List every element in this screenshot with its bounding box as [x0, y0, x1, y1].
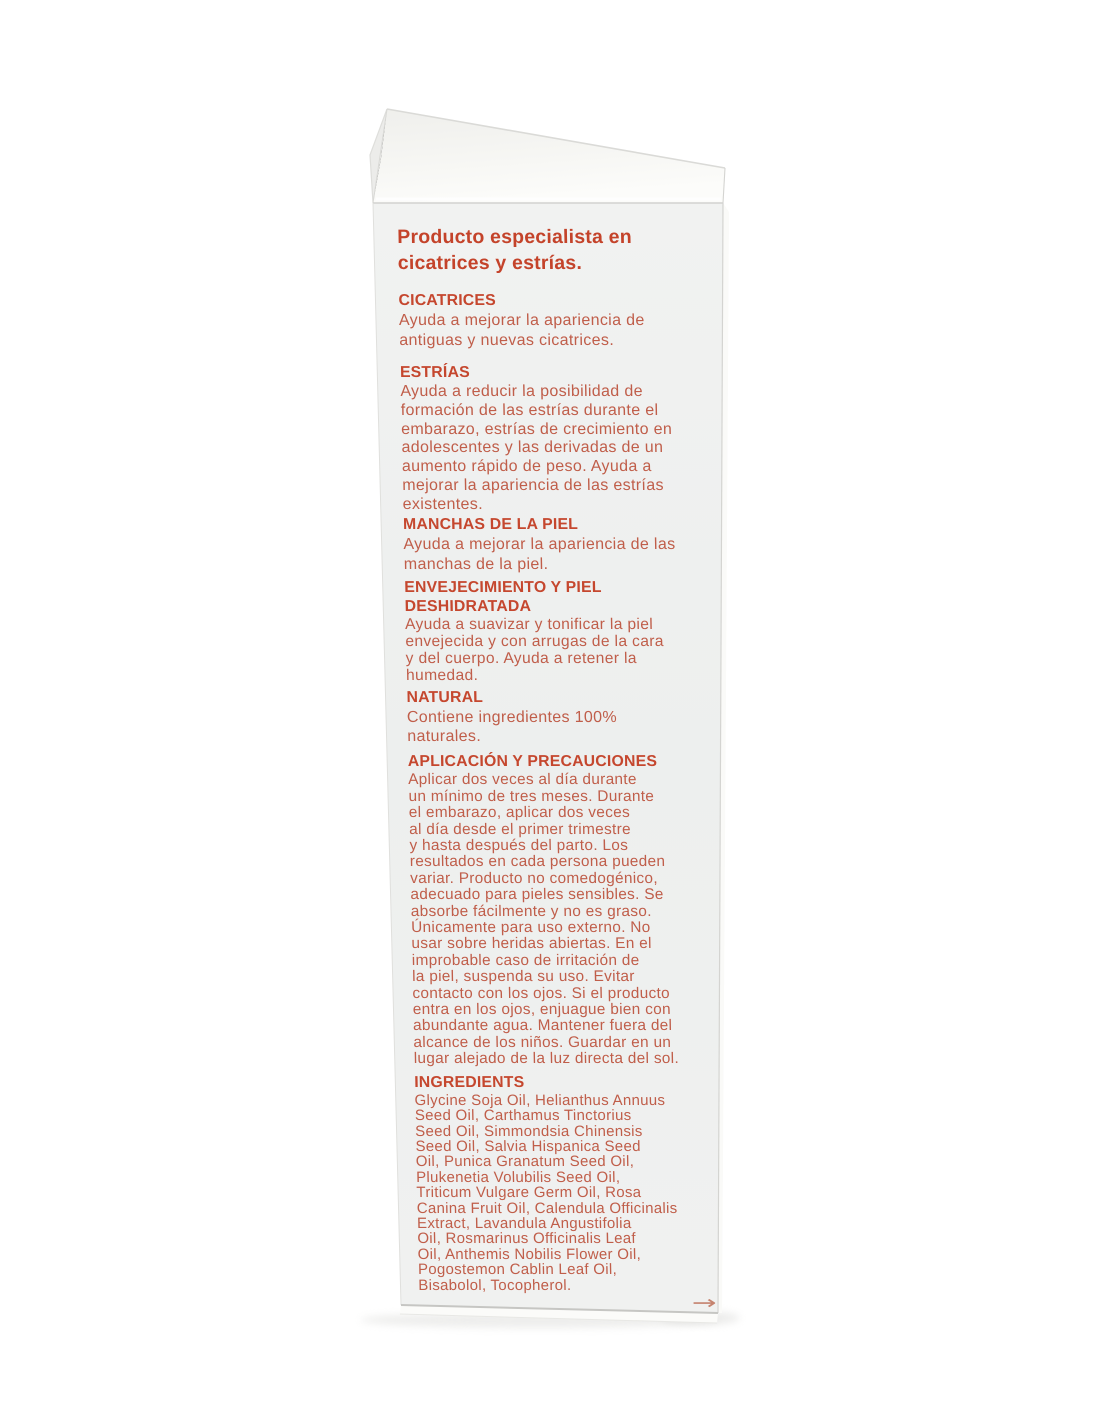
section-heading: INGREDIENTS — [414, 1073, 525, 1091]
box-top-flap — [373, 109, 725, 203]
section-body: Ayuda a suavizar y tonificar la piel envejecida y con arrugas de la cara y del cuerpo. Ayuda a retener la humedad. — [404, 615, 664, 685]
section-estrias — [400, 363, 715, 515]
section-heading: NATURAL — [406, 689, 484, 707]
section-natural — [406, 688, 719, 746]
section-aplicacion-y-precauciones — [408, 752, 726, 1067]
section-body: Ayuda a mejorar la apariencia de las manchas de la piel. — [403, 535, 676, 573]
section-manchas-de-la-piel — [403, 515, 716, 575]
section-heading: ESTRÍAS — [399, 364, 471, 381]
section-heading: APLICACIÓN Y PRECAUCIONES — [407, 753, 658, 771]
section-body: Aplicar dos veces al día durante un mínimo de tres meses. Durante el embarazo, aplicar dos veces al día desde el primer trimestre y hasta después del parto. Los resultados en cada persona pueden variar. Producto no comedogénico, adecuado para pieles sensibles. Se absorbe fácilmente y no es graso. Únicamente para uso externo. No usar sobre heridas abiertas. En el improbable caso de irritación de la piel, suspenda su uso. Evitar contacto con los ojos. Si el producto entra en los ojos, enjuague bien con abundante agua. Mantener fuera del alcance de los niños. Guardar en un lugar alejado de la luz directa del sol. — [407, 771, 680, 1068]
section-cicatrices — [398, 291, 711, 351]
section-ingredients — [414, 1073, 730, 1293]
section-body: Glycine Soja Oil, Helianthus Annuus Seed Oil, Carthamus Tinctorius Seed Oil, Simmondsia Chinensis Seed Oil, Salvia Hispanica Seed Oil, Punica Granatum Seed Oil, Plukenetia Volubilis Seed Oil, Triticum Vulgare Germ Oil, Rosa Canina Fruit Oil, Calendula Officinalis Extract, Lavandula Angustifolia Oil, Rosmarinus Officinalis Leaf Oil, Anthemis Nobilis Flower Oil, Pogostemon Cablin Leaf Oil, Bisabolol, Tocopherol. — [414, 1091, 678, 1294]
section-heading: CICATRICES — [398, 292, 497, 309]
section-heading: ENVEJECIMIENTO Y PIEL DESHIDRATADA — [404, 578, 602, 615]
right-arrow-icon: → — [691, 1291, 717, 1314]
section-body: Contiene ingredientes 100% naturales. — [406, 709, 618, 746]
arrow-row — [418, 1293, 730, 1313]
printed-panel-text — [397, 224, 731, 1313]
section-body: Ayuda a mejorar la apariencia de antiguas y nuevas cicatrices. — [398, 312, 645, 349]
section-body: Ayuda a reducir la posibilidad de formación de las estrías durante el embarazo, estrías de crecimiento en adolescentes y las derivadas de un aumento rápido de peso. Ayuda a mejorar la apariencia de las estrías existentes. — [400, 383, 673, 513]
section-envejecimiento — [404, 578, 718, 685]
panel-title: Producto especialista en cicatrices y estrías. — [397, 226, 633, 274]
section-heading: MANCHAS DE LA PIEL — [402, 515, 579, 533]
